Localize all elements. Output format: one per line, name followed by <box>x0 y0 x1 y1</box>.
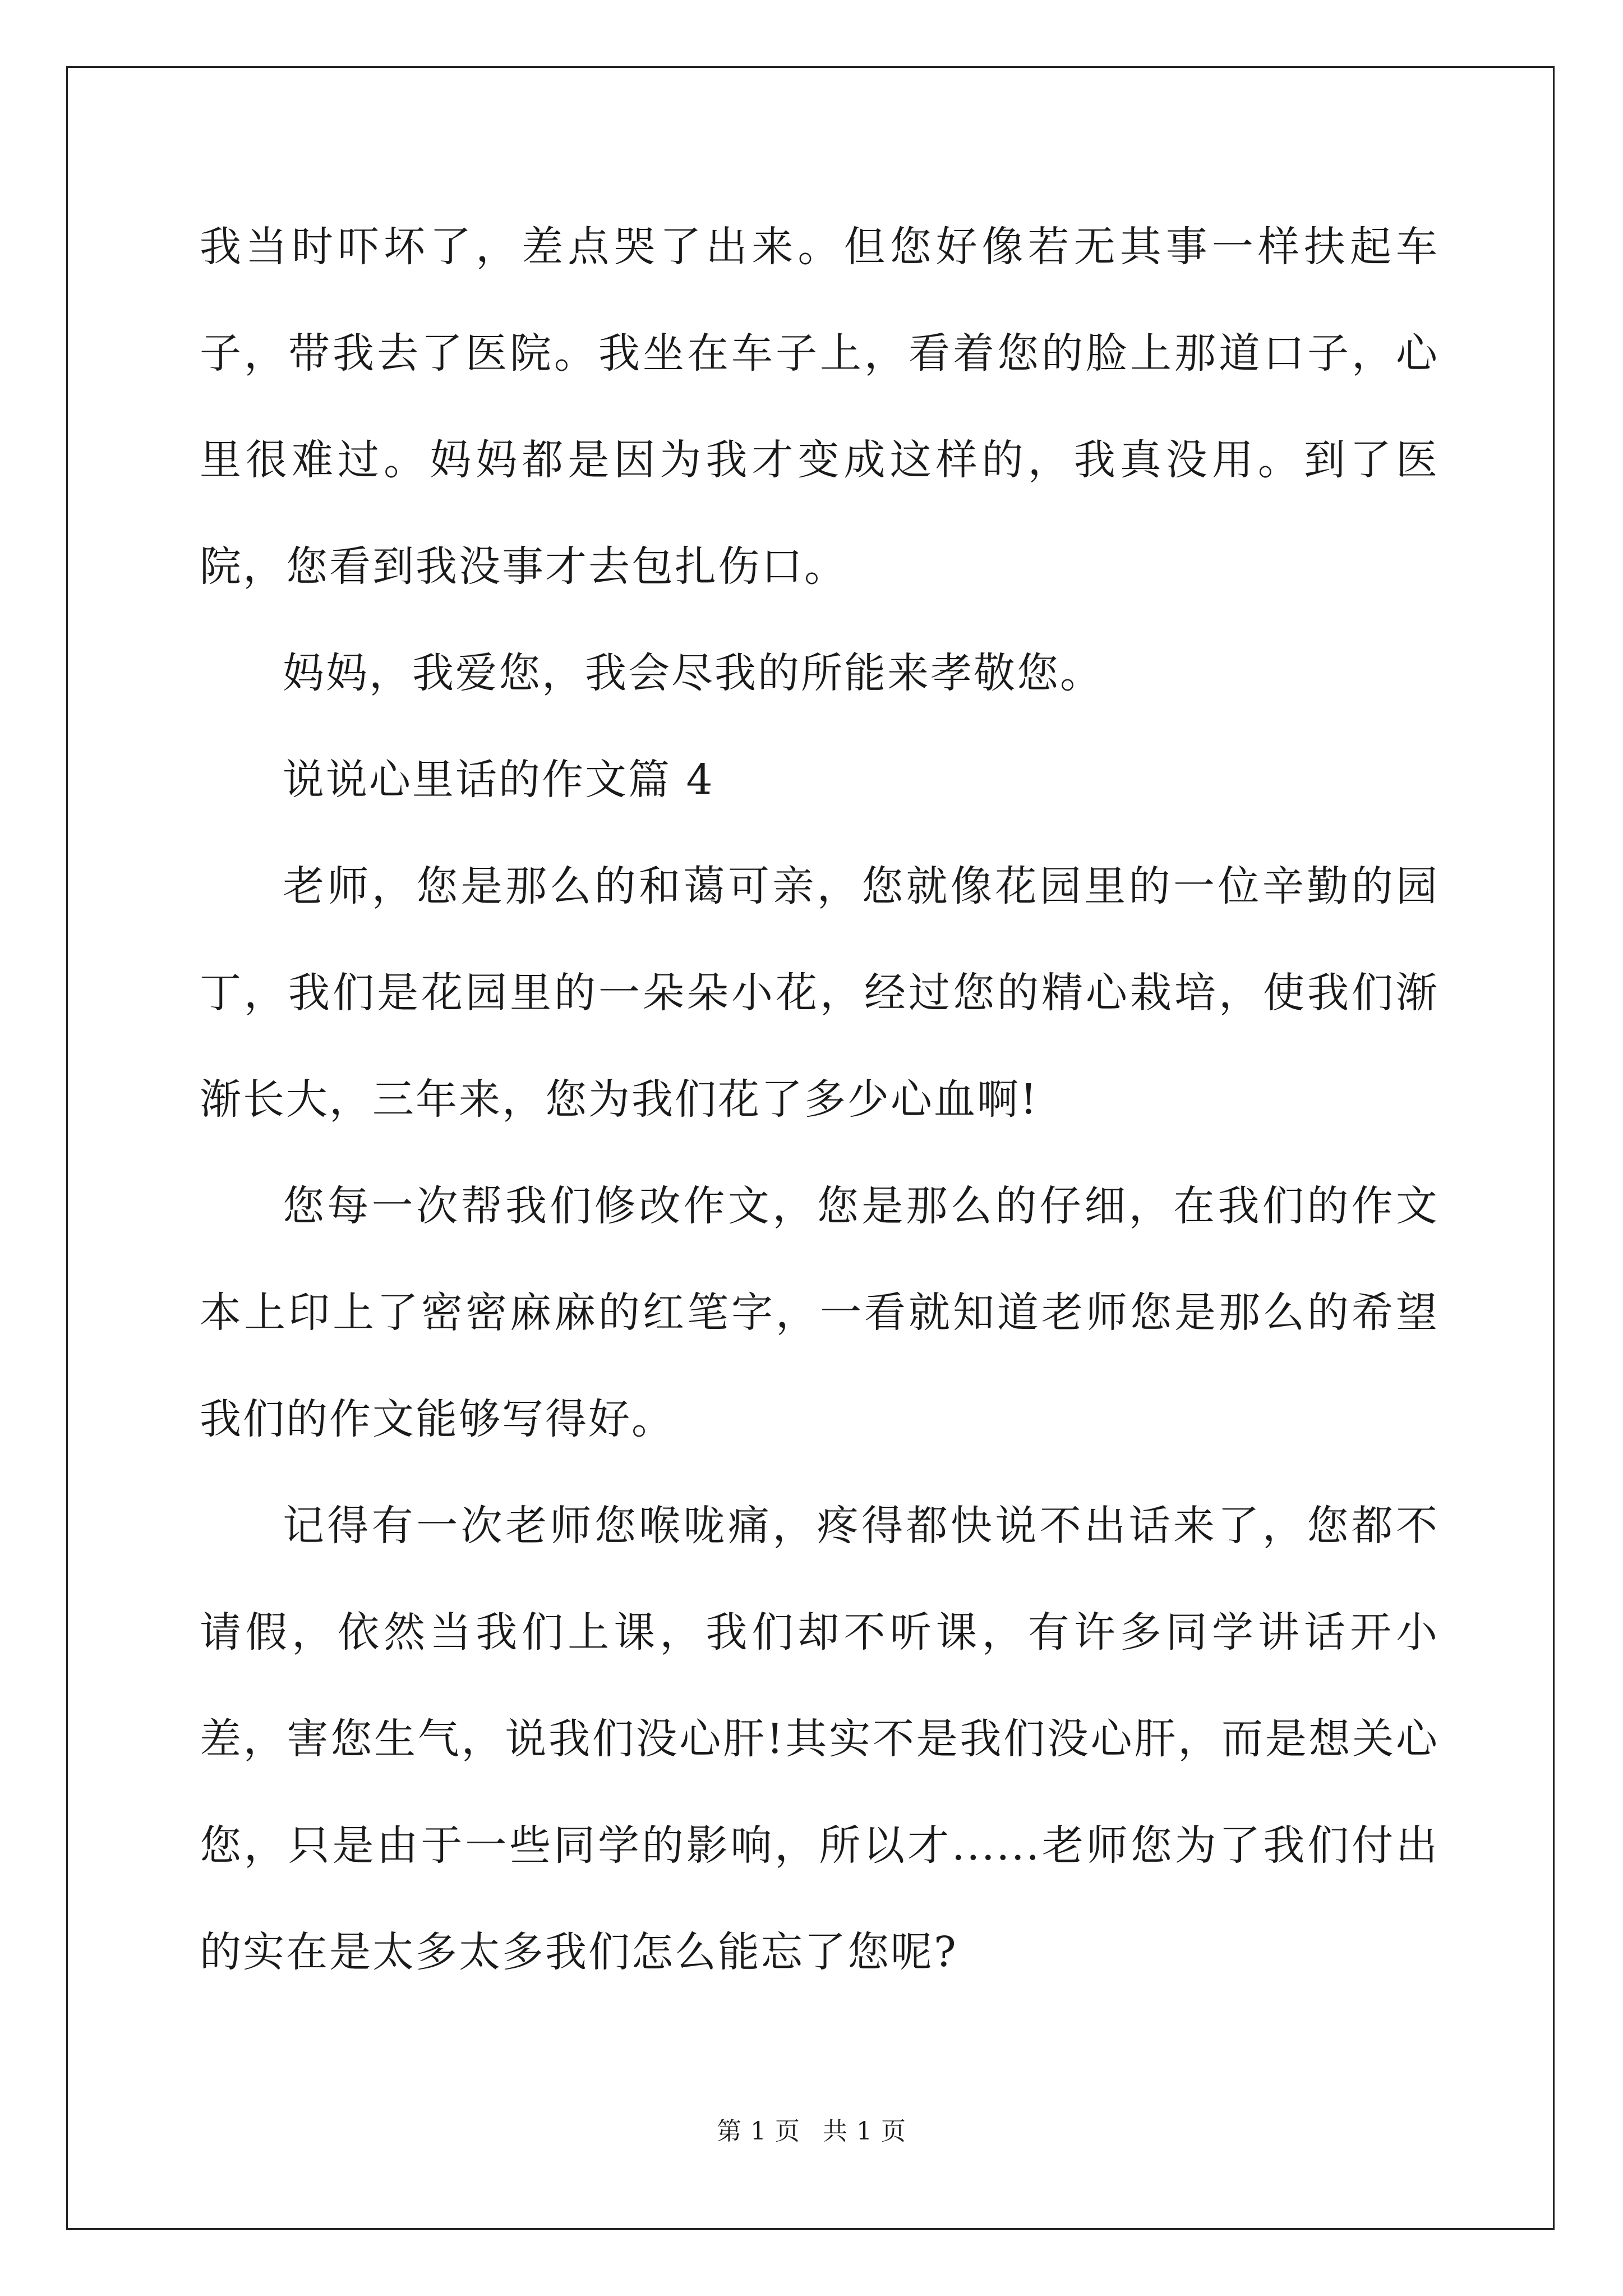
paragraph: 老师，您是那么的和蔼可亲，您就像花园里的一位辛勤的园丁，我们是花园里的一朵朵小花，经过您的精心栽培，使我们渐渐长大，三年来，您为我们花了多少心血啊! <box>200 862 1439 1124</box>
document-body <box>200 194 1439 2005</box>
paragraph: 我当时吓坏了，差点哭了出来。但您好像若无其事一样扶起车子，带我去了医院。我坐在车子上，看着您的脸上那道口子，心里很难过。妈妈都是因为我才变成这样的，我真没用。到了医院，您看到我没事才去包扎伤口。 <box>200 223 1439 591</box>
section-heading: 说说心里话的作文篇 4 <box>283 756 714 804</box>
paragraph: 记得有一次老师您喉咙痛，疼得都快说不出话来了，您都不请假，依然当我们上课，我们却不听课，有许多同学讲话开小差，害您生气，说我们没心肝!其实不是我们没心肝，而是想关心您，只是由于一些同学的影响，所以才......老师您为了我们付出的实在是太多太多我们怎么能忘了您呢? <box>200 1502 1439 1976</box>
page-footer <box>0 2115 1623 2148</box>
page-number: 第 1 页 <box>717 2117 800 2146</box>
page-total: 共 1 页 <box>823 2117 906 2146</box>
paragraph: 您每一次帮我们修改作文，您是那么的仔细，在我们的作文本上印上了密密麻麻的红笔字，一看就知道老师您是那么的希望我们的作文能够写得好。 <box>200 1182 1439 1443</box>
paragraph: 妈妈，我爱您，我会尽我的所能来孝敬您。 <box>283 649 1103 697</box>
